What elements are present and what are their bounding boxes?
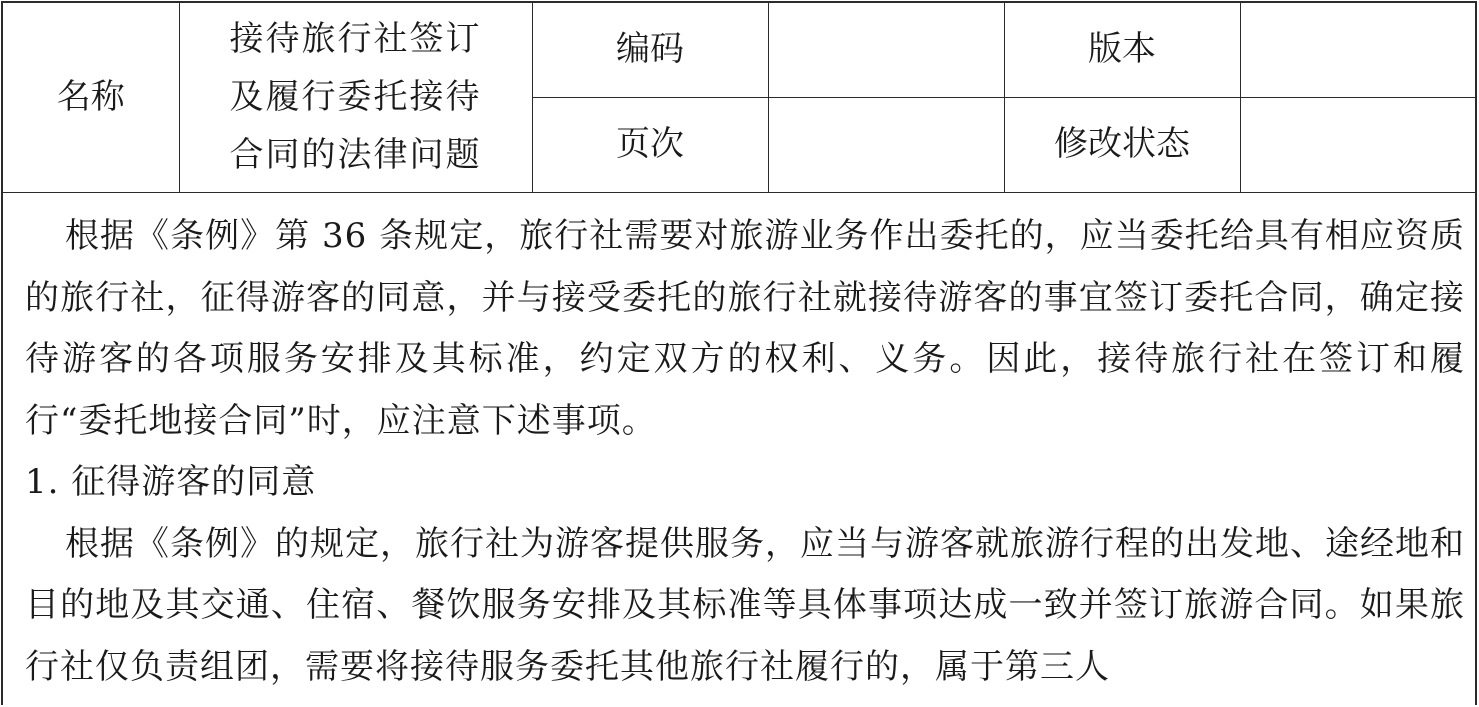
code-label: 编码 xyxy=(616,29,684,70)
section-heading: 1. 征得游客的同意 xyxy=(25,462,317,502)
page-label: 页次 xyxy=(616,124,684,165)
revision-value-cell xyxy=(1240,97,1477,192)
page-label-cell xyxy=(532,97,768,192)
document-frame xyxy=(1,1,1477,705)
document-title-line: 合同的法律问题 xyxy=(229,135,482,176)
code-value-cell xyxy=(768,3,1004,97)
document-title xyxy=(180,10,532,184)
version-label-cell xyxy=(1004,3,1240,97)
code-label-cell xyxy=(532,3,768,97)
revision-label: 修改状态 xyxy=(1054,124,1190,165)
document-body xyxy=(25,206,1465,698)
document-title-line: 及履行委托接待 xyxy=(229,77,482,118)
page-value-cell xyxy=(768,97,1004,192)
name-label-cell xyxy=(3,3,179,192)
body-paragraph: 根据《条例》的规定，旅行社为游客提供服务，应当与游客就旅游行程的出发地、途经地和目的地及其交通、住宿、餐饮服务安排及其标准等具体事项达成一致并签订旅游合同。如果旅行社仅负责组团，需要将接待服务委托其他旅行社履行的，属于第三人 xyxy=(25,523,1465,687)
body-paragraph: 根据《条例》第 36 条规定，旅行社需要对旅游业务作出委托的，应当委托给具有相应资质的旅行社，征得游客的同意，并与接受委托的旅行社就接待游客的事宜签订委托合同，确定接待游客的各项服务安排及其标准，约定双方的权利、义务。因此，接待旅行社在签订和履行“委托地接合同”时，应注意下述事项。 xyxy=(25,216,1465,441)
name-label: 名称 xyxy=(56,76,125,117)
version-value-cell xyxy=(1240,3,1477,97)
revision-label-cell xyxy=(1004,97,1240,192)
document-title-cell xyxy=(179,3,532,192)
document-header-table xyxy=(3,3,1477,193)
version-label: 版本 xyxy=(1088,29,1156,70)
document-title-line: 接待旅行社签订 xyxy=(229,19,482,60)
